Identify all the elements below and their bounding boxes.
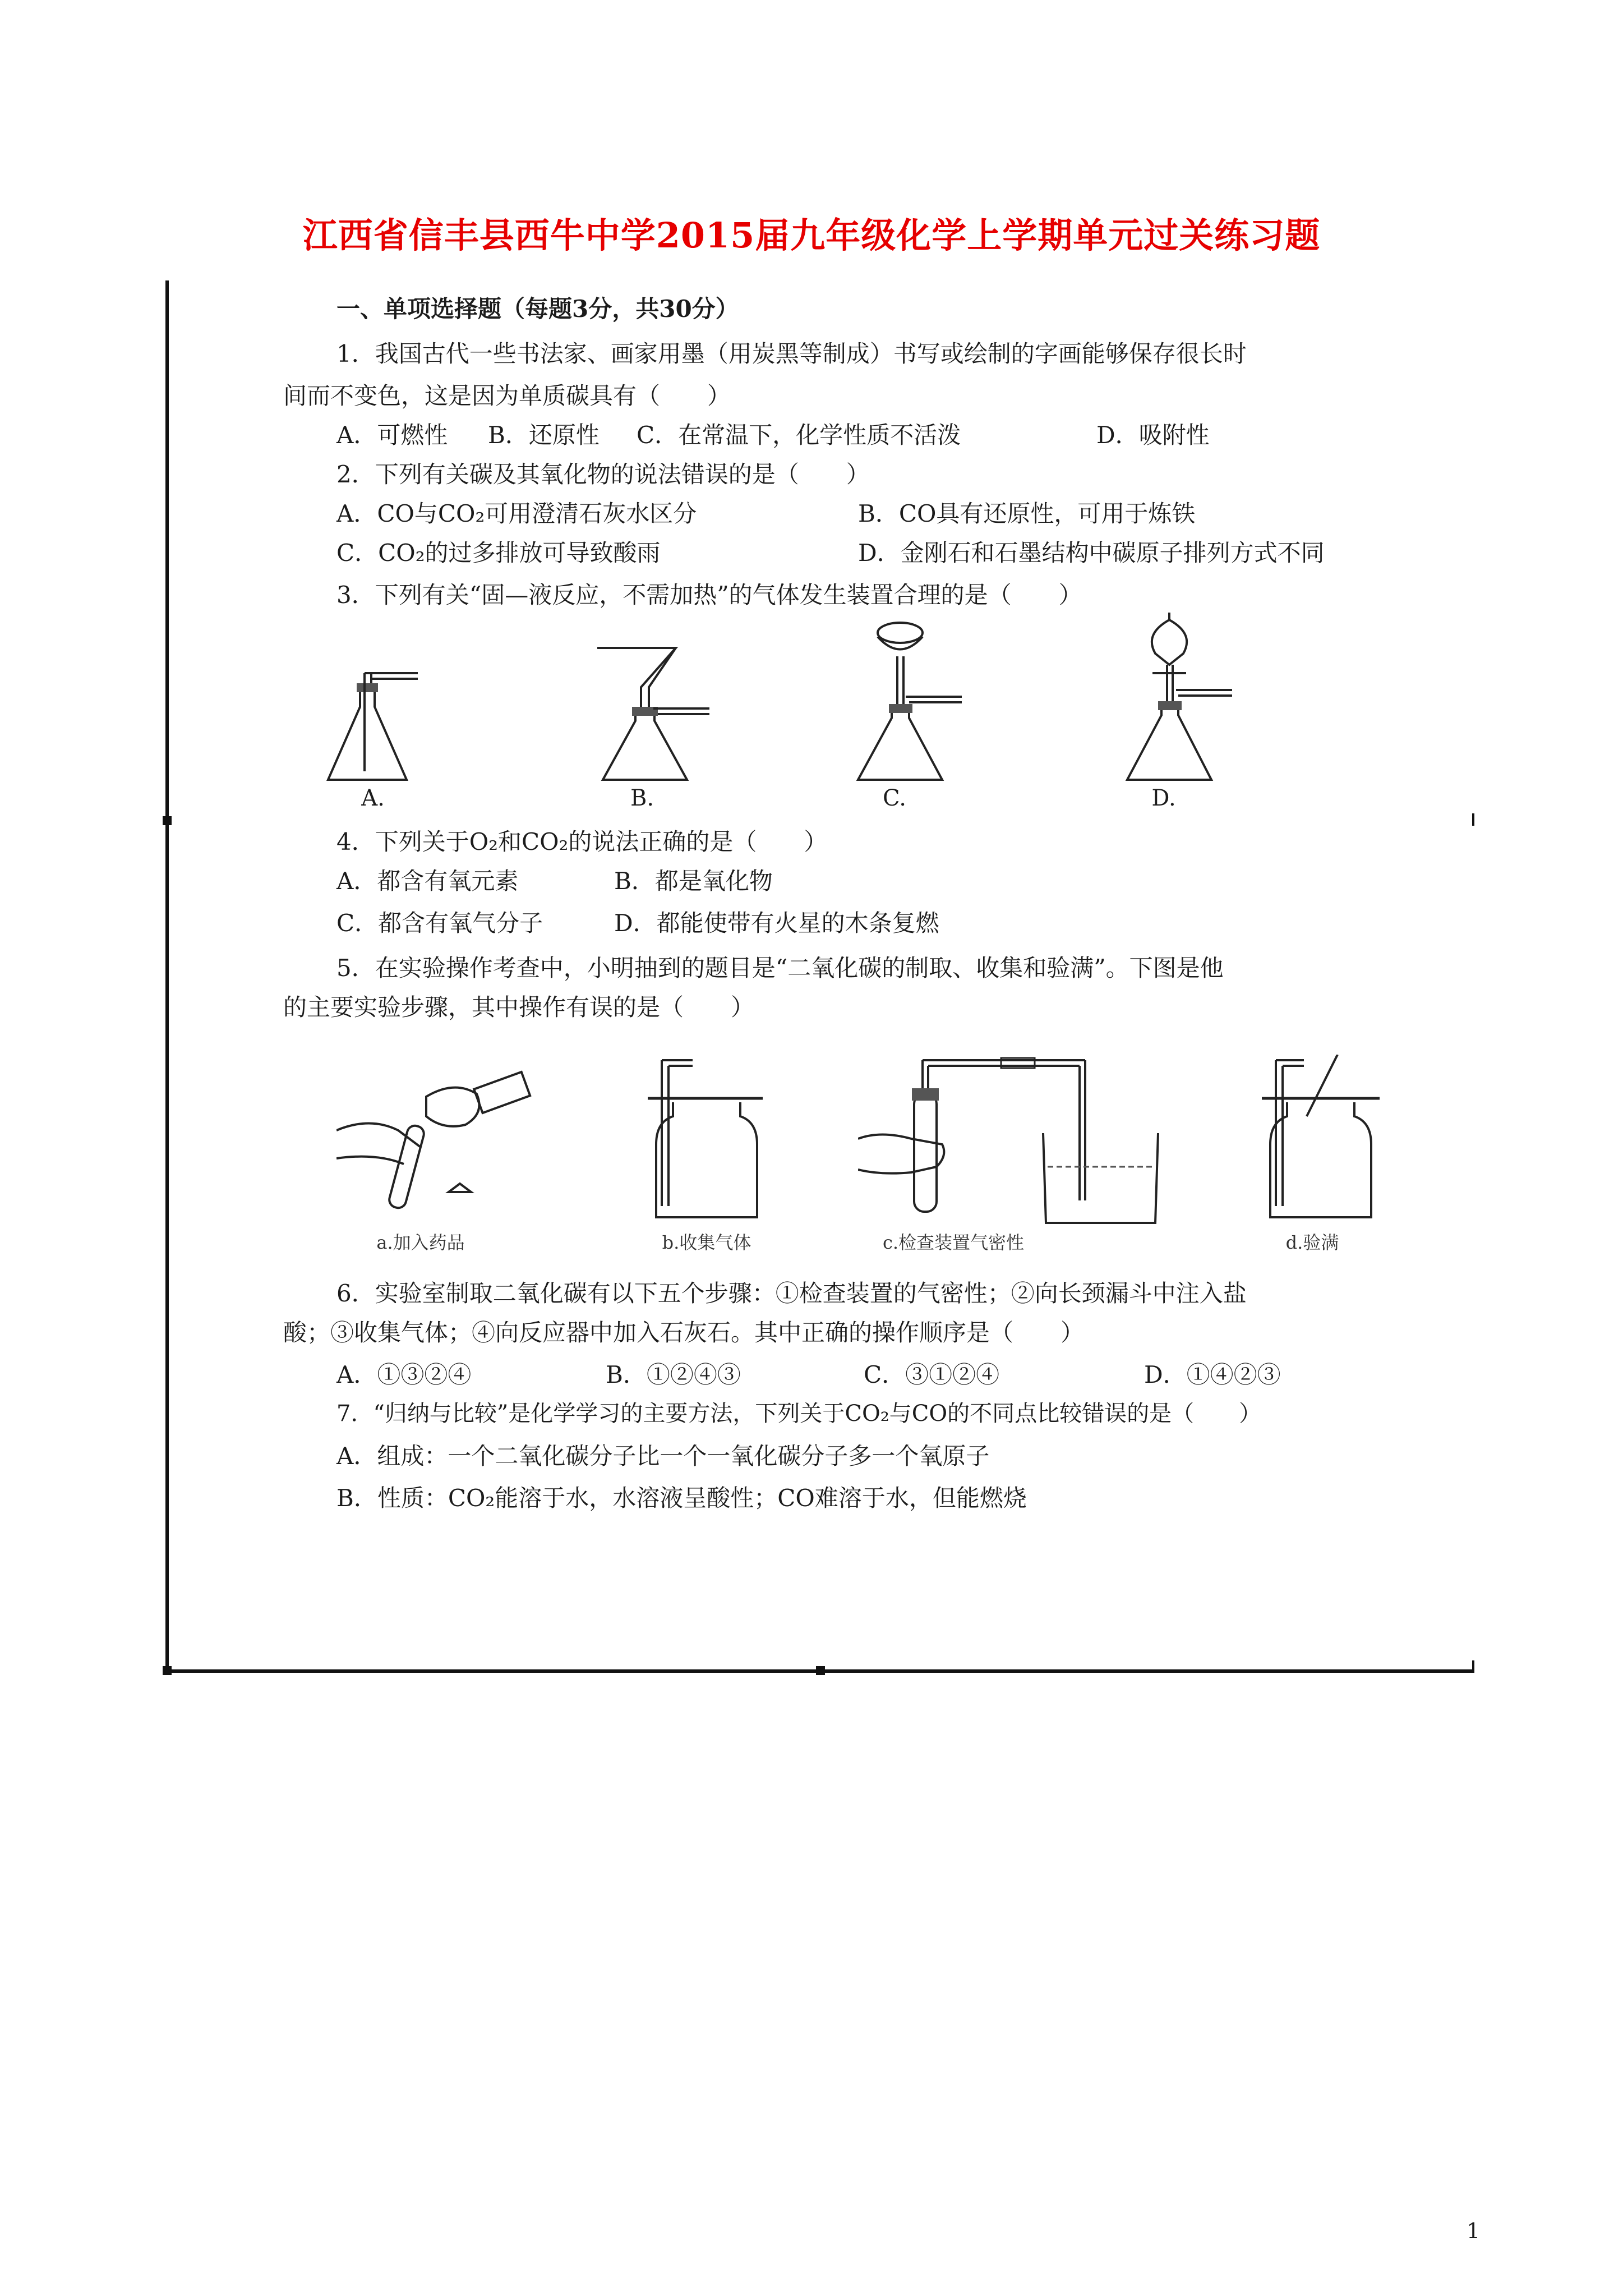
q4-stem: 4．下列关于O₂和CO₂的说法正确的是（ ）	[336, 828, 828, 855]
section-heading: 一、单项选择题（每题3分，共30分）	[336, 295, 739, 323]
q7-stem: 7．“归纳与比较”是化学学习的主要方法，下列关于CO₂与CO的不同点比较错误的是（ ）	[336, 1401, 1262, 1427]
q4-option-a: A．都含有氧元素	[336, 867, 519, 895]
crop-mark-bottom-mid	[816, 1666, 825, 1675]
q7-option-a: A．组成：一个二氧化碳分子比一个一氧化碳分子多一个氧原子	[336, 1442, 990, 1470]
q2-option-d: D．金刚石和石墨结构中碳原子排列方式不同	[858, 539, 1325, 567]
q5-step-a-figure	[336, 1063, 550, 1220]
q3-apparatus-d	[1113, 611, 1248, 785]
q5-caption-c: c.检查装置气密性	[882, 1232, 1025, 1253]
q6-option-b: B．①②④③	[606, 1361, 741, 1388]
q7-option-b: B．性质：CO₂能溶于水，水溶液呈酸性；CO难溶于水，但能燃烧	[336, 1484, 1027, 1512]
q1-stem-line1: 1．我国古代一些书法家、画家用墨（用炭黑等制成）书写或绘制的字画能够保存很长时	[336, 340, 1247, 367]
q1-option-a: A．可燃性	[336, 421, 448, 449]
page-number: 1	[1467, 2219, 1481, 2243]
q1-stem-line2: 间而不变色，这是因为单质碳具有（ ）	[283, 382, 731, 409]
q6-stem-line1: 6．实验室制取二氧化碳有以下五个步骤：①检查装置的气密性；②向长颈漏斗中注入盐	[336, 1280, 1247, 1307]
q3-label-c: C.	[883, 785, 906, 811]
q6-stem-line2: 酸；③收集气体；④向反应器中加入石灰石。其中正确的操作顺序是（ ）	[283, 1319, 1085, 1346]
q1-option-d: D．吸附性	[1096, 421, 1210, 449]
document-title: 江西省信丰县西牛中学2015届九年级化学上学期单元过关练习题	[302, 215, 1321, 256]
crop-mark-bottom-left	[163, 1666, 172, 1675]
q1-option-c: C．在常温下，化学性质不活泼	[637, 421, 961, 449]
q2-stem: 2．下列有关碳及其氧化物的说法错误的是（ ）	[336, 461, 870, 488]
q1-option-b: B．还原性	[488, 421, 600, 449]
q5-caption-b: b.收集气体	[662, 1232, 751, 1253]
q3-apparatus-a	[314, 668, 437, 785]
crop-mark-left-mid	[163, 816, 172, 825]
q2-option-a: A．CO与CO₂可用澄清石灰水区分	[336, 500, 697, 527]
q5-step-b-figure	[634, 1055, 780, 1223]
crop-tick-right-mid	[1472, 813, 1474, 826]
q4-option-c: C．都含有氧气分子	[336, 909, 543, 937]
q2-option-b: B．CO具有还原性，可用于炼铁	[858, 500, 1196, 527]
q6-option-a: A．①③②④	[336, 1361, 472, 1388]
q5-stem-line1: 5．在实验操作考查中，小明抽到的题目是“二氧化碳的制取、收集和验满”。下图是他	[336, 954, 1224, 982]
q5-step-c-figure	[858, 1055, 1172, 1228]
q3-label-b: B.	[630, 785, 654, 811]
q3-stem: 3．下列有关“固—液反应，不需加热”的气体发生装置合理的是（ ）	[336, 581, 1082, 609]
q6-option-d: D．①④②③	[1144, 1361, 1281, 1388]
q3-apparatus-c	[844, 617, 979, 785]
q6-option-c: C．③①②④	[864, 1361, 1000, 1388]
q5-stem-line2: 的主要实验步骤，其中操作有误的是（ ）	[283, 993, 755, 1021]
q5-caption-a: a.加入药品	[376, 1232, 465, 1253]
q4-option-d: D．都能使带有火星的木条复燃	[614, 909, 939, 937]
q3-apparatus-b	[586, 642, 721, 785]
q3-label-a: A.	[361, 785, 385, 811]
q4-option-b: B．都是氧化物	[614, 867, 773, 895]
q5-step-d-figure	[1253, 1055, 1394, 1223]
crop-tick-bottom-right	[1472, 1660, 1474, 1673]
q2-option-c: C．CO₂的过多排放可导致酸雨	[336, 539, 661, 567]
q5-caption-d: d.验满	[1285, 1232, 1339, 1253]
q3-label-d: D.	[1151, 785, 1176, 811]
